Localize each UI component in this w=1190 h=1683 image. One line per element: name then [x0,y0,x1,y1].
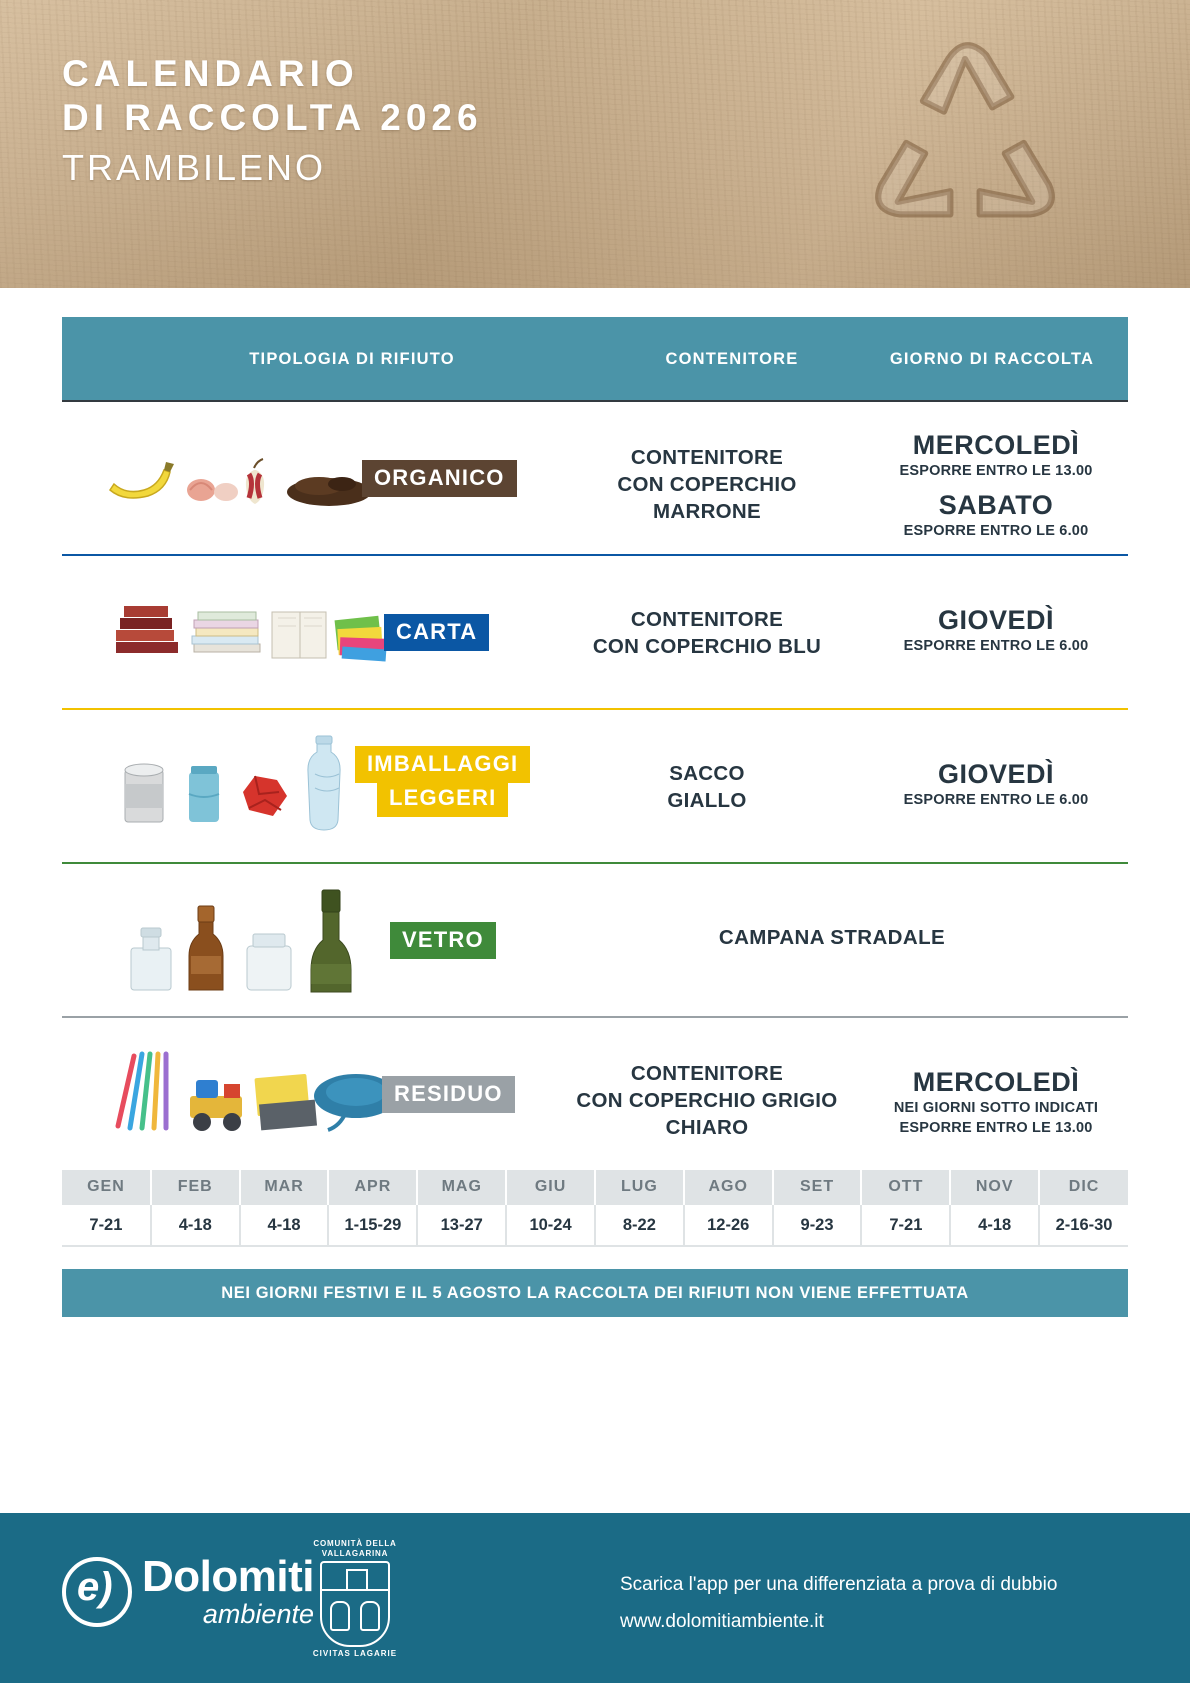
month-days: 10-24 [506,1204,595,1246]
table-row [62,554,1128,708]
recycle-icon [850,38,1080,248]
calendar-sheet [0,288,1190,1317]
month-label: MAG [417,1170,506,1204]
badge-vetro: VETRO [390,922,496,959]
month-days: 7-21 [62,1204,151,1246]
month-days: 4-18 [240,1204,329,1246]
crest-top-line-1: COMUNITÀ DELLA [313,1539,397,1548]
table-row [62,708,1128,862]
month-days: 7-21 [861,1204,950,1246]
month-label: GIU [506,1170,595,1204]
logo-subtitle: ambiente [202,1599,314,1629]
month-days-row [62,1204,1128,1246]
month-label: SET [773,1170,862,1204]
column-header-waste-type: TIPOLOGIA DI RIFIUTO [249,350,455,368]
crest-top-line-2: VALLAGARINA [321,1549,389,1558]
table-row [62,1016,1128,1170]
month-days: 8-22 [595,1204,684,1246]
day-carta: GIOVEDÌ ESPORRE ENTRO LE 6.00 [903,605,1089,654]
month-days: 2-16-30 [1039,1204,1128,1246]
month-days: 13-27 [417,1204,506,1246]
column-header-collection-day: GIORNO DI RACCOLTA [889,350,1095,368]
day-imballaggi: GIOVEDÌ ESPORRE ENTRO LE 6.00 [903,759,1089,808]
month-label: LUG [595,1170,684,1204]
badge-organico: ORGANICO [362,460,517,497]
page-header [0,0,1190,288]
container-vetro: CAMPANA STRADALE [718,926,946,949]
vetro-icons [62,864,382,1016]
waste-rows [62,400,1128,1170]
crest-band [322,1589,388,1591]
crest-shield [320,1561,390,1647]
container-residuo: CONTENITORE CON COPERCHIO GRIGIO CHIARO [576,1062,838,1139]
holiday-notice: NEI GIORNI FESTIVI E IL 5 AGOSTO LA RACCOLTA DEI RIFIUTI NON VIENE EFFETTUATA [62,1269,1128,1317]
container-imballaggi: SACCO GIALLO [667,762,747,812]
crest-lion-left [330,1601,350,1631]
imballaggi-icons [62,710,382,862]
page-footer [0,1513,1190,1683]
logo-name: Dolomiti [142,1552,314,1601]
page-title [62,52,483,196]
day-organico: MERCOLEDÌ ESPORRE ENTRO LE 13.00 SABATO ESPORRE ENTRO LE 6.00 [899,430,1093,539]
month-label: AGO [684,1170,773,1204]
table-header-bar [62,317,1128,400]
crest-tower [346,1569,368,1591]
crest-lion-right [360,1601,380,1631]
day-residuo: MERCOLEDÌ NEI GIORNI SOTTO INDICATI ESPORRE ENTRO LE 13.00 [893,1067,1099,1136]
month-label: NOV [950,1170,1039,1204]
badge-imballaggi-line1: IMBALLAGGI [355,746,530,783]
vallagarina-crest-icon [300,1539,410,1659]
carta-icons [62,556,382,708]
badge-carta: CARTA [384,614,489,651]
month-label: GEN [62,1170,151,1204]
organico-icons [62,402,382,554]
residuo-icons [62,1018,382,1170]
footer-info [620,1565,1057,1639]
table-row [62,862,1128,1016]
table-row [62,400,1128,554]
month-days: 12-26 [684,1204,773,1246]
month-days: 1-15-29 [328,1204,417,1246]
badge-residuo: RESIDUO [382,1076,515,1113]
dolomiti-ambiente-logo [62,1552,314,1629]
month-label: DIC [1039,1170,1128,1204]
title-line-2: DI RACCOLTA 2026 [62,97,483,138]
month-label: APR [328,1170,417,1204]
residuo-month-table [62,1170,1128,1247]
logo-e-icon [62,1557,132,1627]
title-municipality: TRAMBILENO [62,147,327,188]
month-label: FEB [151,1170,240,1204]
month-days: 4-18 [950,1204,1039,1246]
badge-imballaggi-line2: LEGGERI [377,780,508,817]
month-days: 9-23 [773,1204,862,1246]
month-days: 4-18 [151,1204,240,1246]
month-header-row [62,1170,1128,1204]
month-label: OTT [861,1170,950,1204]
app-promo-text: Scarica l'app per una differenziata a prova di dubbio [620,1574,1058,1595]
container-carta: CONTENITORE CON COPERCHIO BLU [592,608,822,658]
crest-motto: CIVITAS LAGARIE [312,1649,398,1658]
container-organico: CONTENITORE CON COPERCHIO MARRONE [617,446,797,523]
website-link[interactable]: www.dolomitiambiente.it [620,1611,824,1632]
title-line-1: CALENDARIO [62,53,359,94]
month-label: MAR [240,1170,329,1204]
column-header-container: CONTENITORE [665,350,799,368]
